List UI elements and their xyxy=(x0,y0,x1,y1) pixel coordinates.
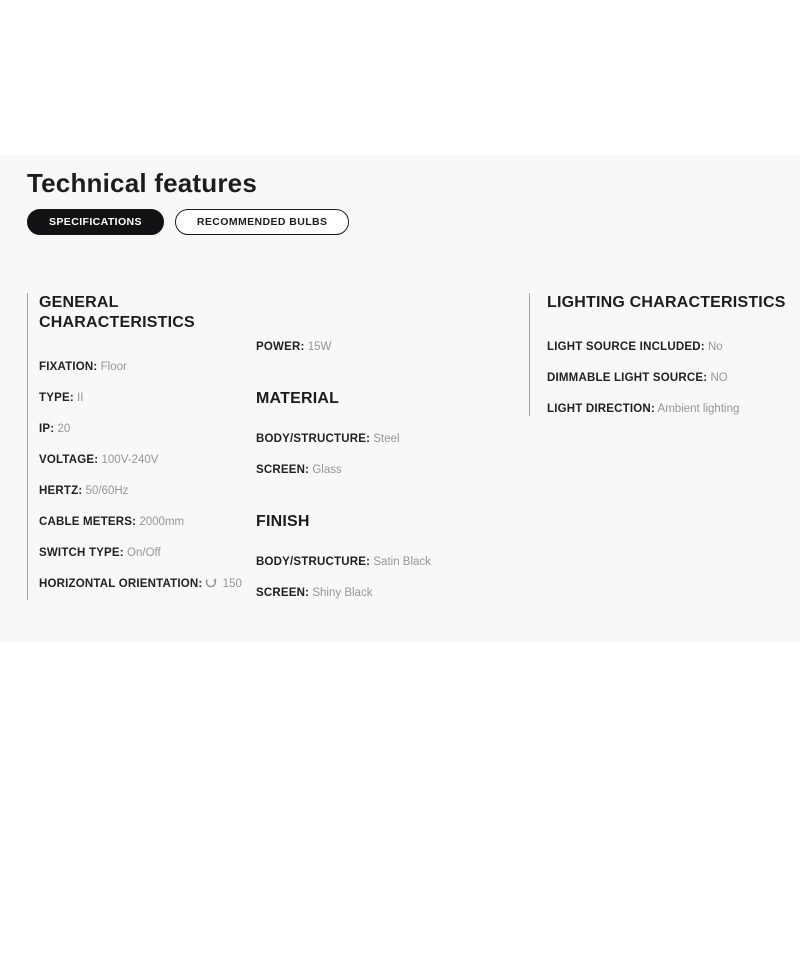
spec-row-material-screen xyxy=(256,463,529,477)
spec-label: SWITCH TYPE: xyxy=(39,547,124,559)
technical-features-panel xyxy=(0,155,800,642)
spec-value: Satin Black xyxy=(373,556,431,568)
spec-value: Ambient lighting xyxy=(657,403,740,415)
spec-row-switch-type xyxy=(39,546,256,560)
spec-label: IP: xyxy=(39,423,55,435)
material-heading: MATERIAL xyxy=(256,390,340,407)
general-heading: GENERAL CHARACTERISTICS xyxy=(39,294,195,331)
spec-row-cable-meters xyxy=(39,515,256,529)
spec-value: II xyxy=(77,392,84,404)
spec-value: NO xyxy=(710,372,728,384)
spec-label: HERTZ: xyxy=(39,485,83,497)
spec-label: LIGHT DIRECTION: xyxy=(547,403,655,415)
spec-row-light-source-included xyxy=(547,340,791,354)
spec-sections xyxy=(27,293,800,600)
general-column xyxy=(39,293,256,600)
spec-label: BODY/STRUCTURE: xyxy=(256,556,371,568)
spec-value: On/Off xyxy=(127,547,161,559)
spec-label: TYPE: xyxy=(39,392,74,404)
spec-label: DIMMABLE LIGHT SOURCE: xyxy=(547,372,708,384)
spec-value: No xyxy=(707,341,723,353)
spec-row-finish-body xyxy=(256,555,529,569)
spec-value: Steel xyxy=(373,433,400,445)
spec-row-fixation xyxy=(39,360,256,374)
spec-value: Floor xyxy=(100,361,127,373)
spec-row-light-direction xyxy=(547,402,791,416)
spec-label: POWER: xyxy=(256,341,305,353)
finish-heading: FINISH xyxy=(256,513,310,530)
spec-row-ip xyxy=(39,422,256,436)
tab-recommended-bulbs[interactable]: RECOMMENDED BULBS xyxy=(175,209,349,235)
spec-value: 15W xyxy=(307,341,332,353)
spec-label: HORIZONTAL ORIENTATION: xyxy=(39,578,203,590)
spec-row-type xyxy=(39,391,256,405)
spec-row-hertz xyxy=(39,484,256,498)
spec-row-horizontal-orientation xyxy=(39,577,256,592)
spec-label: LIGHT SOURCE INCLUDED: xyxy=(547,341,705,353)
section-general-characteristics xyxy=(27,293,529,600)
spec-value: 20 xyxy=(57,423,71,435)
spec-value: 2000mm xyxy=(139,516,185,528)
spec-row-finish-screen xyxy=(256,586,529,600)
spec-label: SCREEN: xyxy=(256,464,310,476)
page-title: Technical features xyxy=(27,168,257,198)
spec-row-voltage xyxy=(39,453,256,467)
spec-row-material-body xyxy=(256,432,529,446)
spec-row-power xyxy=(256,340,529,354)
section-lighting-characteristics xyxy=(529,293,791,416)
spec-label: VOLTAGE: xyxy=(39,454,99,466)
rotation-icon xyxy=(205,578,217,592)
spec-label: BODY/STRUCTURE: xyxy=(256,433,371,445)
spec-value: Shiny Black xyxy=(312,587,373,599)
spec-value: Glass xyxy=(312,464,342,476)
spec-label: FIXATION: xyxy=(39,361,98,373)
spec-value: 100V-240V xyxy=(101,454,159,466)
material-finish-column xyxy=(256,293,529,600)
spec-value: 150 xyxy=(222,578,242,590)
spec-label: CABLE METERS: xyxy=(39,516,137,528)
tab-bar xyxy=(27,209,800,235)
spec-label: SCREEN: xyxy=(256,587,310,599)
spec-value: 50/60Hz xyxy=(85,485,129,497)
tab-specifications[interactable]: SPECIFICATIONS xyxy=(27,209,164,235)
lighting-heading: LIGHTING CHARACTERISTICS xyxy=(547,294,786,311)
spec-row-dimmable-light-source xyxy=(547,371,791,385)
